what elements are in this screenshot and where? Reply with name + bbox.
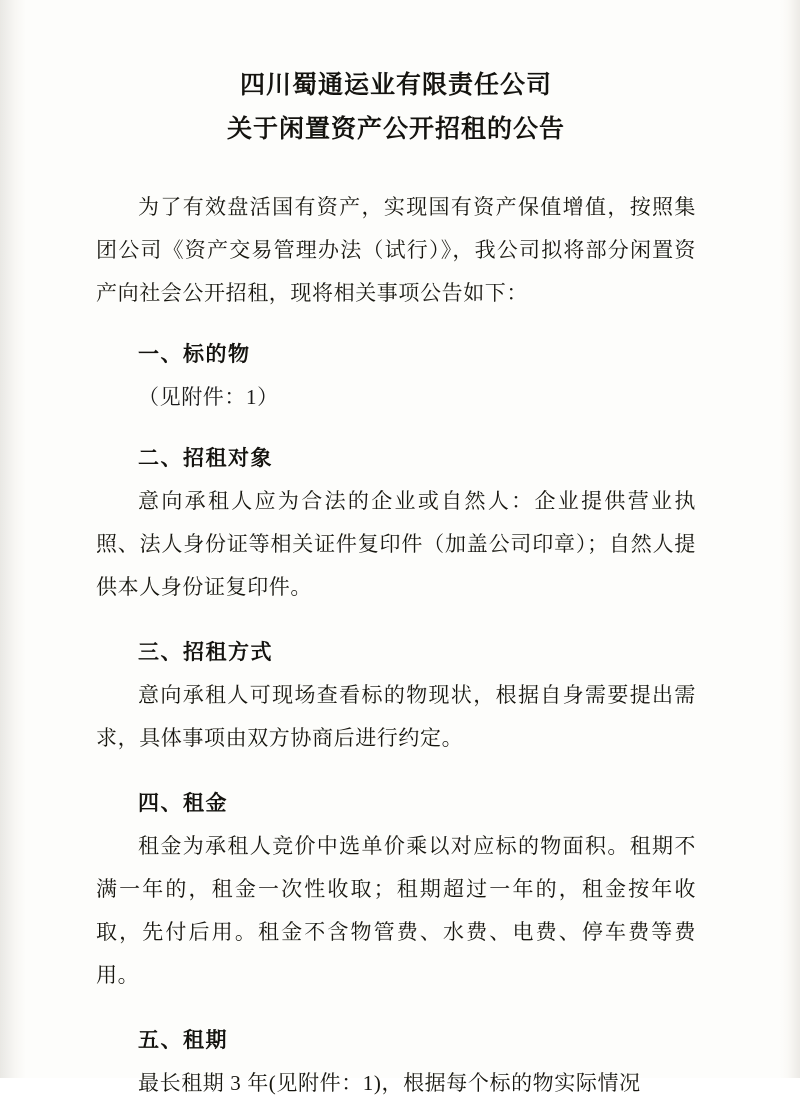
document-content [96, 64, 696, 1105]
section-heading-1: 一、标的物 [138, 342, 251, 366]
document-title-line-2: 关于闲置资产公开招租的公告 [226, 116, 565, 143]
intro-paragraph: 为了有效盘活国有资产，实现国有资产保值增值，按照集团公司《资产交易管理办法（试行）》，我公司拟将部分闲置资产向社会公开招租，现将相关事项公告如下： [96, 195, 696, 305]
section-heading-3: 三、招租方式 [138, 640, 273, 664]
section-1-paragraph-1: （见附件：1） [138, 385, 279, 409]
section-2-paragraph-1: 意向承租人应为合法的企业或自然人：企业提供营业执照、法人身份证等相关证件复印件（加盖公司印章）；自然人提供本人身份证复印件。 [96, 489, 696, 599]
section-3-paragraph-1: 意向承租人可现场查看标的物现状，根据自身需要提出需求，具体事项由双方协商后进行约定。 [96, 683, 696, 750]
document-title [96, 64, 696, 152]
section-5-paragraph-1: 最长租期 3 年(见附件：1)，根据每个标的物实际情况 [138, 1071, 641, 1095]
document-title-line-1: 四川蜀通运业有限责任公司 [239, 72, 552, 99]
section-heading-5: 五、租期 [138, 1028, 228, 1052]
section-heading-2: 二、招租对象 [138, 446, 273, 470]
section-heading-4: 四、租金 [138, 791, 228, 815]
document-body [96, 186, 696, 1105]
section-4-paragraph-1: 租金为承租人竞价中选单价乘以对应标的物面积。租期不满一年的，租金一次性收取；租期超过一年的，租金按年收取，先付后用。租金不含物管费、水费、电费、停车费等费用。 [96, 834, 696, 987]
